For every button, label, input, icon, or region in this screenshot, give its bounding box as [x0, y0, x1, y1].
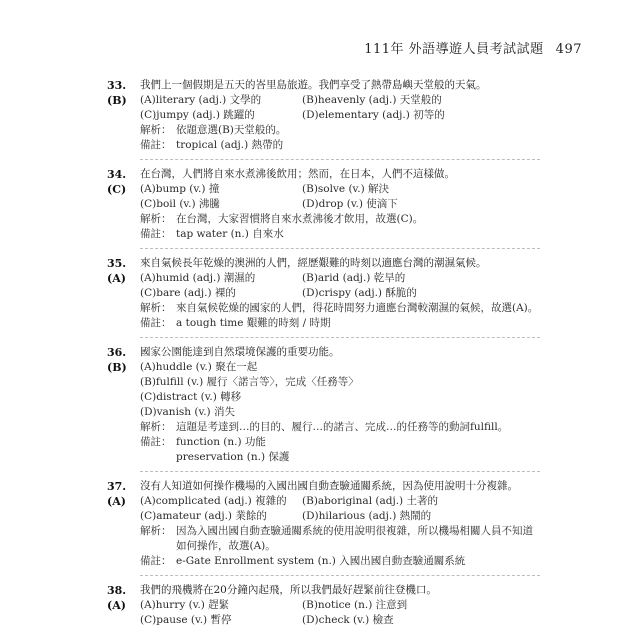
- question-stem: 來自氣候長年乾燥的澳洲的人們，經歷艱難的時刻以適應台灣的潮濕氣候。: [140, 257, 487, 269]
- explanation: [140, 524, 540, 554]
- options-row: [140, 93, 540, 108]
- option-a: (A)humid (adj.) 潮濕的: [140, 272, 256, 284]
- option-d: (D)check (v.) 檢查: [302, 614, 394, 626]
- divider: [140, 248, 540, 249]
- option-b: (B)arid (adj.) 乾旱的: [302, 272, 406, 284]
- question-stem: 國家公園能達到自然環境保護的重要功能。: [140, 346, 340, 358]
- option-a: (A)hurry (v.) 趕緊: [140, 599, 230, 611]
- option-a: (A)literary (adj.) 文學的: [140, 94, 262, 106]
- option-b: (B)notice (n.) 注意到: [302, 599, 408, 611]
- explanation-label: 解析：: [140, 124, 172, 136]
- explanation: [140, 123, 540, 138]
- option-a: (A)huddle (v.) 聚在一起: [140, 361, 258, 373]
- options-row: [140, 494, 540, 509]
- question-stem: 沒有人知道如何操作機場的入國出國自動查驗通關系統，因為使用說明十分複雜。: [140, 480, 518, 492]
- option-b: (B)solve (v.) 解決: [302, 183, 390, 195]
- option-d: (D)hilarious (adj.) 熱鬧的: [302, 510, 432, 522]
- question-37: [107, 479, 540, 569]
- divider: [140, 159, 540, 160]
- header-title: 111年 外語導遊人員考試試題: [364, 42, 544, 57]
- option-d: (D)elementary (adj.) 初等的: [302, 109, 445, 121]
- options-row: [140, 286, 540, 301]
- question-stem: 在台灣，人們將自來水煮沸後飲用；然而，在日本，人們不這樣做。: [140, 168, 455, 180]
- memo-text: a tough time 艱難的時刻 / 時期: [176, 317, 331, 329]
- options-row: [140, 271, 540, 286]
- question-number: 35.(A): [107, 257, 127, 285]
- option-c: (C)pause (v.) 暫停: [140, 614, 232, 626]
- option-a: (A)bump (v.) 撞: [140, 183, 220, 195]
- explanation-text: 在台灣，大家習慣將自來水煮沸後才飲用，故選(C)。: [176, 213, 424, 225]
- options-row: [140, 390, 540, 405]
- options-row: [140, 613, 540, 628]
- explanation-text: 這題是考達到…的目的、履行…的諾言、完成…的任務等的動詞fulfill。: [176, 421, 509, 433]
- explanation: [140, 301, 540, 316]
- explanation-label: 解析：: [140, 302, 172, 314]
- question-36: [107, 345, 540, 465]
- explanation-text: 依題意選(B)天堂般的。: [176, 124, 287, 136]
- memo-text: tap water (n.) 自來水: [176, 228, 284, 240]
- memo-label: 備註：: [140, 436, 172, 448]
- page-header: [364, 38, 582, 57]
- option-b: (B)fulfill (v.) 履行〈諾言等〉，完成〈任務等〉: [140, 376, 359, 388]
- options-row: [140, 360, 540, 375]
- options-row: [140, 375, 540, 390]
- divider: [140, 575, 540, 576]
- memo-text: tropical (adj.) 熱帶的: [176, 139, 284, 151]
- question-stem: 我們上一個假期是五天的峇里島旅遊。我們享受了熱帶島嶼天堂般的天氣。: [140, 79, 487, 91]
- explanation-text: 來自氣候乾燥的國家的人們，得花時間努力適應台灣較潮濕的氣候，故選(A)。: [176, 302, 539, 314]
- question-number: 36.(B): [107, 346, 127, 374]
- memo-text-2: preservation (n.) 保護: [176, 451, 290, 463]
- question-list: [107, 78, 540, 628]
- options-row: [140, 182, 540, 197]
- options-row: [140, 509, 540, 524]
- question-33: [107, 78, 540, 153]
- option-c: (C)jumpy (adj.) 跳躍的: [140, 109, 255, 121]
- option-c: (C)bare (adj.) 裸的: [140, 287, 236, 299]
- memo-label: 備註：: [140, 555, 172, 567]
- question-38: [107, 583, 540, 628]
- divider: [140, 337, 540, 338]
- option-b: (B)heavenly (adj.) 天堂般的: [302, 94, 442, 106]
- question-number: 33.(B): [107, 79, 127, 107]
- question-number: 34.(C): [107, 168, 127, 196]
- divider: [140, 471, 540, 472]
- option-c: (C)amateur (adj.) 業餘的: [140, 510, 267, 522]
- explanation: [140, 212, 540, 227]
- option-d: (D)drop (v.) 使滴下: [302, 198, 398, 210]
- question-stem: 我們的飛機將在20分鐘內起飛，所以我們最好趕緊前往登機口。: [140, 584, 437, 596]
- explanation-text: 因為入國出國自動查驗通關系統的使用說明很複雜，所以機場相關人員不知道如何操作，故選(A)。: [176, 525, 533, 552]
- question-34: [107, 167, 540, 242]
- options-row: [140, 405, 540, 420]
- memo: [140, 316, 540, 331]
- memo-label: 備註：: [140, 228, 172, 240]
- question-number: 38.(A): [107, 584, 127, 612]
- question-number: 37.(A): [107, 480, 127, 508]
- question-35: [107, 256, 540, 331]
- page-number: 497: [555, 42, 582, 57]
- explanation-label: 解析：: [140, 421, 172, 433]
- memo: [140, 435, 540, 450]
- options-row: [140, 108, 540, 123]
- memo-label: 備註：: [140, 139, 172, 151]
- option-c: (C)boil (v.) 沸騰: [140, 198, 220, 210]
- option-d: (D)crispy (adj.) 酥脆的: [302, 287, 417, 299]
- option-d: (D)vanish (v.) 消失: [140, 406, 235, 418]
- explanation: [140, 420, 540, 435]
- option-b: (B)aboriginal (adj.) 土著的: [302, 495, 438, 507]
- memo: [140, 227, 540, 242]
- options-row: [140, 598, 540, 613]
- memo: [140, 138, 540, 153]
- explanation-label: 解析：: [140, 213, 172, 225]
- memo-text: function (n.) 功能: [176, 436, 266, 448]
- memo: [140, 554, 540, 569]
- explanation-label: 解析：: [140, 525, 172, 537]
- option-c: (C)distract (v.) 轉移: [140, 391, 242, 403]
- option-a: (A)complicated (adj.) 複雜的: [140, 495, 287, 507]
- options-row: [140, 197, 540, 212]
- memo-text: e-Gate Enrollment system (n.) 入國出國自動查驗通關系統: [176, 555, 466, 567]
- memo-label: 備註：: [140, 317, 172, 329]
